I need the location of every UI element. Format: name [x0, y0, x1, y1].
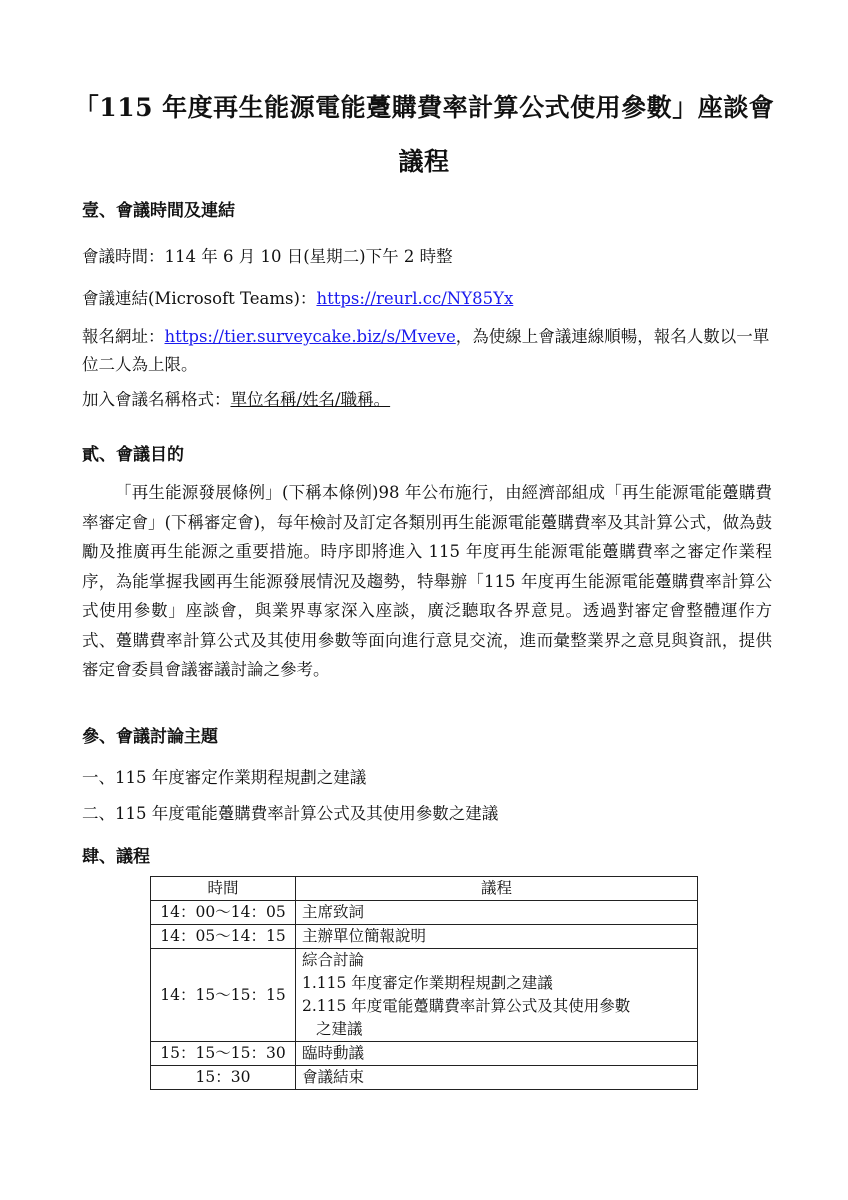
- agenda-table: [150, 876, 698, 1090]
- registration-link[interactable]: https://tier.surveycake.biz/s/Mveve: [164, 327, 456, 346]
- table-header-row: [151, 877, 698, 901]
- section3-heading: 參、會議討論主題: [82, 727, 218, 747]
- row-agenda: 臨時動議: [296, 1042, 698, 1066]
- table-row: [151, 1066, 698, 1090]
- topic-item-1: 一、115 年度審定作業期程規劃之建議: [82, 768, 367, 787]
- registration: [82, 323, 772, 379]
- meeting-link-label: 會議連結(Microsoft Teams)：: [82, 289, 317, 308]
- purpose-paragraph: 「再生能源發展條例」(下稱本條例)98 年公布施行，由經濟部組成「再生能源電能躉購費率審定會」(下稱審定會)，每年檢討及訂定各類別再生能源電能躉購費率及其計算公式，做為鼓勵及推廣再生能源之重要措施。時序即將進入 115 年度再生能源電能躉購費率之審定作業程序，為能掌握我國再生能源發展情況及趨勢，特舉辦「115 年度再生能源電能躉購費率計算公式使用參數」座談會，與業界專家深入座談，廣泛聽取各界意見。透過對審定會整體運作方式、躉購費率計算公式及其使用參數等面向進行意見交流，進而彙整業界之意見與資訊，提供審定會委員會議審議討論之參考。: [82, 483, 772, 679]
- row-time: 14：05～14：15: [151, 925, 296, 949]
- row-agenda-sub2-cont: 之建議: [316, 1020, 363, 1038]
- teams-link[interactable]: https://reurl.cc/NY85Yx: [316, 289, 514, 308]
- table-row: [151, 925, 698, 949]
- row-time: 15：30: [151, 1066, 296, 1090]
- table-row: [151, 949, 698, 1042]
- name-format: [82, 386, 772, 414]
- row-agenda: 主席致詞: [296, 901, 698, 925]
- row-time: 14：15～15：15: [151, 949, 296, 1042]
- col-header-time: 時間: [151, 877, 296, 901]
- topic-item-2: 二、115 年度電能躉購費率計算公式及其使用參數之建議: [82, 804, 499, 823]
- row-agenda: 會議結束: [296, 1066, 698, 1090]
- row-agenda: [296, 949, 698, 1042]
- row-agenda: 主辦單位簡報說明: [296, 925, 698, 949]
- name-format-label: 加入會議名稱格式：: [82, 390, 231, 409]
- row-time: 15：15～15：30: [151, 1042, 296, 1066]
- meeting-time-label: 會議時間：: [82, 247, 165, 266]
- row-agenda-title: 綜合討論: [302, 951, 365, 969]
- meeting-time: [82, 243, 772, 271]
- row-agenda-sub1: 1.115 年度審定作業期程規劃之建議: [302, 974, 553, 992]
- registration-label: 報名網址：: [82, 327, 165, 346]
- table-row: [151, 1042, 698, 1066]
- registration-note: ，為使線上會議連線順暢，報名人數以一單位二人為上限。: [82, 327, 770, 374]
- meeting-link: [82, 285, 772, 313]
- name-format-value: 單位名稱/姓名/職稱。: [230, 390, 391, 409]
- section4-heading: 肆、議程: [82, 847, 150, 867]
- row-time: 14：00～14：05: [151, 901, 296, 925]
- meeting-time-value: 114 年 6 月 10 日(星期二)下午 2 時整: [164, 247, 453, 266]
- section1-heading: 壹、會議時間及連結: [82, 201, 235, 221]
- document-subtitle: 議程: [398, 147, 450, 176]
- col-header-agenda: 議程: [296, 877, 698, 901]
- table-row: [151, 901, 698, 925]
- row-agenda-sub2: 2.115 年度電能躉購費率計算公式及其使用參數: [302, 997, 631, 1015]
- section2-heading: 貳、會議目的: [82, 445, 184, 465]
- document-title: 「115 年度再生能源電能躉購費率計算公式使用參數」座談會: [73, 93, 775, 122]
